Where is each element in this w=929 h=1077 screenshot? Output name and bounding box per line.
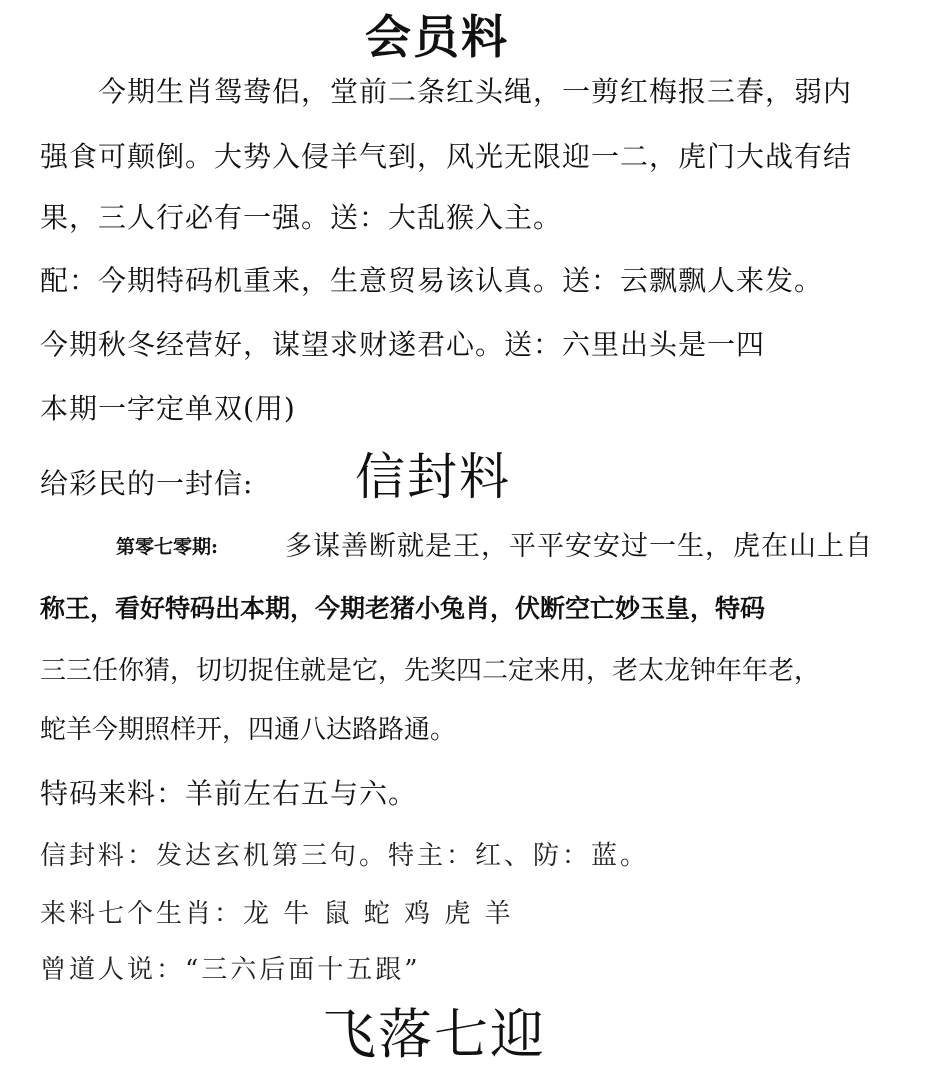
- letter-line-3: 三三任你猜，切切捉住就是它，先奖四二定来用，老太龙钟年年老，: [40, 656, 821, 686]
- member-line-4: 配：今期特码机重来，生意贸易该认真。送：云飘飘人来发。: [40, 264, 824, 297]
- footer-title: 飞落七迎: [322, 1003, 546, 1066]
- member-line-1: 今期生肖鸳鸯侣，堂前二条红头绳，一剪红梅报三春，弱内: [98, 75, 853, 108]
- letter-title: 信封料: [355, 448, 511, 506]
- page-title: 会员料: [365, 10, 509, 64]
- letter-line-1: 多谋善断就是王，平平安安过一生，虎在山上自: [285, 531, 873, 562]
- envelope-note: 信封料：发达玄机第三句。特主：红、防：蓝。: [40, 841, 650, 871]
- member-line-5: 今期秋冬经营好，谋望求财遂君心。送：六里出头是一四: [40, 328, 766, 361]
- quote-line: 曾道人说：“三六后面十五跟”: [40, 955, 421, 985]
- letter-intro: 给彩民的一封信:: [40, 467, 254, 500]
- member-line-3: 果，三人行必有一强。送：大乱猴入主。: [40, 201, 563, 234]
- special-code-source: 特码来料：羊前左右五与六。: [40, 777, 418, 810]
- letter-line-2: 称王，看好特码出本期，今期老猪小兔肖，伏断空亡妙玉皇，特码: [40, 594, 766, 623]
- letter-line-4: 蛇羊今期照样开，四通八达路路通。: [40, 715, 457, 745]
- member-line-2: 强食可颠倒。大势入侵羊气到，风光无限迎一二，虎门大战有结: [40, 140, 853, 173]
- letter-issue: 第零七零期:: [116, 536, 219, 558]
- zodiac-list: 来料七个生肖：龙 牛 鼠 蛇 鸡 虎 羊: [40, 899, 514, 929]
- member-line-6: 本期一字定单双(用): [40, 392, 296, 425]
